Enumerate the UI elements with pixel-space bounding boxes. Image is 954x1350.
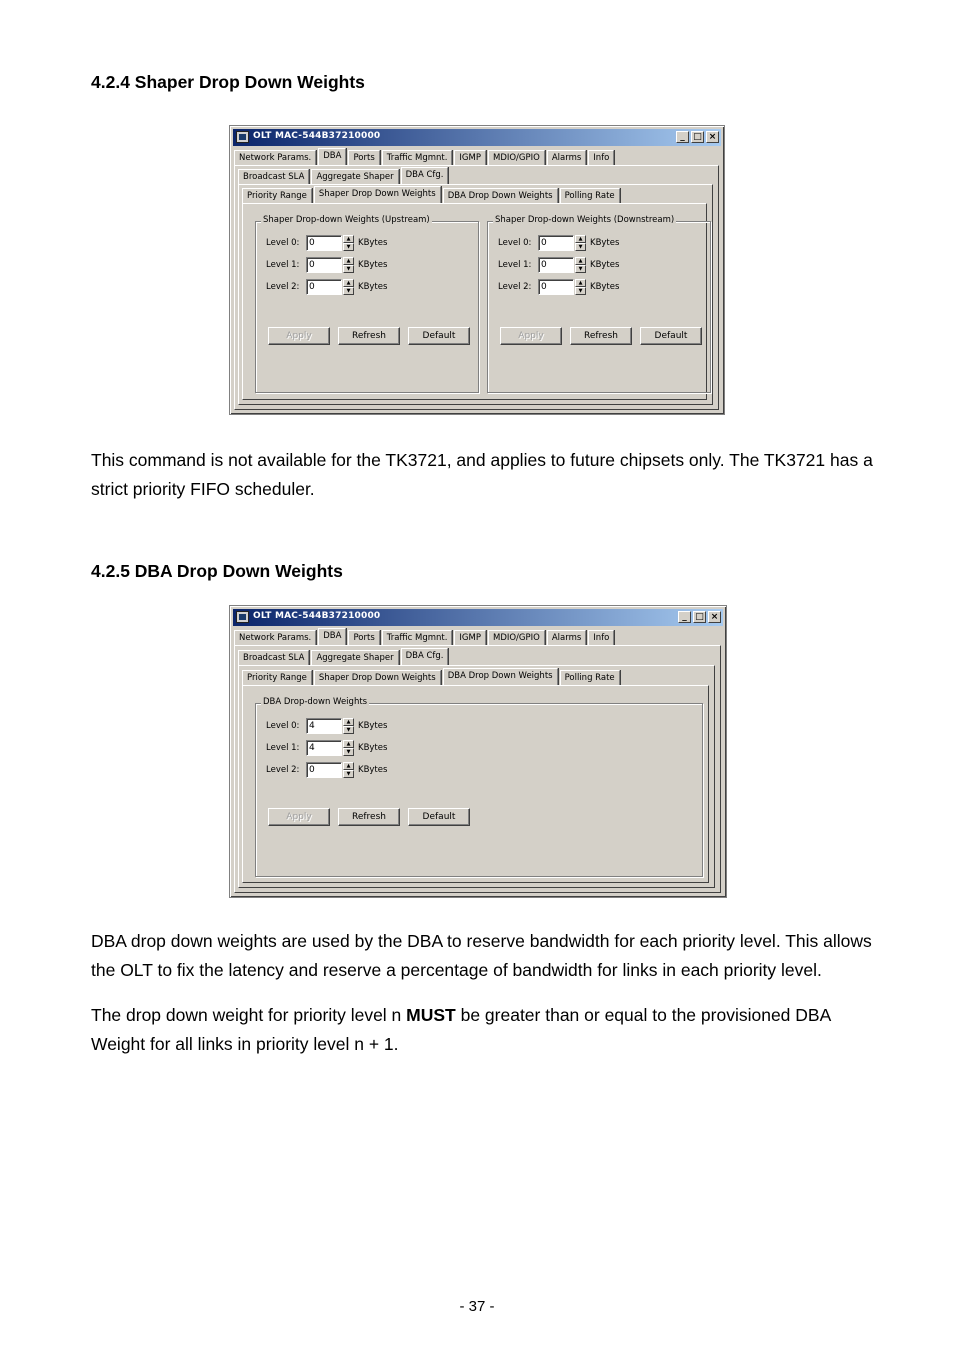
tab-dba-cfg[interactable]: DBA Cfg. <box>401 648 449 665</box>
tab-aggregate-shaper[interactable]: Aggregate Shaper <box>311 650 398 665</box>
downstream-level-2-input[interactable]: 0 <box>538 279 574 295</box>
tab-igmp[interactable]: IGMP <box>454 630 486 645</box>
refresh-button[interactable]: Refresh <box>338 808 400 826</box>
dba-level-2-input[interactable]: 0 <box>306 762 342 778</box>
level-label: Level 2: <box>266 282 300 292</box>
spin-control[interactable] <box>343 235 354 251</box>
spin-down-icon[interactable]: ▼ <box>343 748 354 756</box>
unit-label: KBytes <box>358 721 388 731</box>
dba-cfg-panel <box>238 184 713 405</box>
spin-control[interactable] <box>343 279 354 295</box>
section-heading-dba: 4.2.5 DBA Drop Down Weights <box>91 561 343 581</box>
tab-dba-drop-down-weights[interactable]: DBA Drop Down Weights <box>443 188 558 203</box>
tab-network-params[interactable]: Network Params. <box>234 150 316 165</box>
tab-traffic-mgmnt[interactable]: Traffic Mgmnt. <box>382 630 453 645</box>
shaper-paragraph: This command is not available for the TK3721, and applies to future chipsets only. The TK3721 has a strict priority FIFO scheduler. <box>91 450 873 499</box>
level-label: Level 2: <box>266 765 300 775</box>
downstream-level-0-input[interactable]: 0 <box>538 235 574 251</box>
tab-ports[interactable]: Ports <box>348 150 379 165</box>
minimize-icon[interactable]: _ <box>678 611 691 623</box>
upstream-group-label: Shaper Drop-down Weights (Upstream) <box>263 215 430 225</box>
shaper-weights-panel <box>242 203 707 400</box>
tab-priority-range[interactable]: Priority Range <box>242 670 312 685</box>
level-label: Level 0: <box>266 238 300 248</box>
default-button[interactable]: Default <box>408 327 470 345</box>
tab-mdio-gpio[interactable]: MDIO/GPIO <box>488 150 545 165</box>
tab-igmp[interactable]: IGMP <box>454 150 486 165</box>
spin-control[interactable] <box>575 257 586 273</box>
apply-button[interactable]: Apply <box>500 327 562 345</box>
must-keyword: MUST <box>406 1005 456 1025</box>
tab-shaper-drop-down-weights[interactable]: Shaper Drop Down Weights <box>314 186 441 203</box>
spin-down-icon[interactable]: ▼ <box>343 770 354 778</box>
tab-broadcast-sla[interactable]: Broadcast SLA <box>238 169 309 184</box>
tab-broadcast-sla[interactable]: Broadcast SLA <box>238 650 309 665</box>
tab-alarms[interactable]: Alarms <box>547 150 586 165</box>
spin-control[interactable] <box>343 740 354 756</box>
main-tab-row <box>234 149 616 165</box>
dba-weights-group <box>255 697 703 877</box>
spin-up-icon[interactable]: ▲ <box>575 279 586 287</box>
spin-up-icon[interactable]: ▲ <box>343 257 354 265</box>
refresh-button[interactable]: Refresh <box>338 327 400 345</box>
dba-weights-group-label: DBA Drop-down Weights <box>263 697 368 707</box>
title-bar <box>233 129 721 146</box>
level-label: Level 0: <box>498 238 532 248</box>
level-label: Level 2: <box>498 282 532 292</box>
unit-label: KBytes <box>358 282 388 292</box>
spin-up-icon[interactable]: ▲ <box>575 235 586 243</box>
dba-cfg-panel <box>238 665 715 888</box>
downstream-level-1-input[interactable]: 0 <box>538 257 574 273</box>
dba-paragraph-1: DBA drop down weights are used by the DBA to reserve bandwidth for each priority level. This allows the OLT to fix the latency and reserve a percentage of bandwidth for links in each priority level. <box>91 931 872 980</box>
tab-dba[interactable]: DBA <box>318 148 346 165</box>
upstream-level-0-input[interactable]: 0 <box>306 235 342 251</box>
tab-dba-cfg[interactable]: DBA Cfg. <box>401 167 449 184</box>
sub-tab-row <box>238 168 450 184</box>
app-icon <box>236 611 249 623</box>
tab-polling-rate[interactable]: Polling Rate <box>560 670 620 685</box>
close-icon[interactable]: × <box>708 611 721 623</box>
app-icon <box>236 131 249 143</box>
unit-label: KBytes <box>358 743 388 753</box>
level-label: Level 1: <box>498 260 532 270</box>
spin-down-icon[interactable]: ▼ <box>343 287 354 295</box>
tab-priority-range[interactable]: Priority Range <box>242 188 312 203</box>
tab-info[interactable]: Info <box>588 150 614 165</box>
downstream-group-label: Shaper Drop-down Weights (Downstream) <box>495 215 675 225</box>
spin-down-icon[interactable]: ▼ <box>343 265 354 273</box>
refresh-button[interactable]: Refresh <box>570 327 632 345</box>
tab-aggregate-shaper[interactable]: Aggregate Shaper <box>311 169 398 184</box>
spin-down-icon[interactable]: ▼ <box>575 265 586 273</box>
dba-description <box>91 927 881 1059</box>
unit-label: KBytes <box>590 238 620 248</box>
tab-dba-drop-down-weights[interactable]: DBA Drop Down Weights <box>443 668 558 685</box>
tab-dba[interactable]: DBA <box>318 628 346 645</box>
spin-down-icon[interactable]: ▼ <box>343 726 354 734</box>
tab-mdio-gpio[interactable]: MDIO/GPIO <box>488 630 545 645</box>
tab-ports[interactable]: Ports <box>348 630 379 645</box>
dba-paragraph-2 <box>91 1001 881 1059</box>
paragraph-2-text-start: The drop down weight for priority level n <box>91 1005 407 1025</box>
spin-up-icon[interactable]: ▲ <box>575 257 586 265</box>
sub-tab-row <box>238 649 450 665</box>
spin-up-icon[interactable]: ▲ <box>343 740 354 748</box>
section-heading-shaper: 4.2.4 Shaper Drop Down Weights <box>91 72 365 92</box>
spin-up-icon[interactable]: ▲ <box>343 762 354 770</box>
title-bar <box>233 609 723 626</box>
close-icon[interactable]: × <box>706 131 719 143</box>
window-title: OLT MAC-544B37210000 <box>253 131 381 141</box>
spin-control[interactable] <box>343 257 354 273</box>
main-tab-row <box>234 629 616 645</box>
maximize-icon[interactable]: □ <box>693 611 706 623</box>
sub-sub-tab-row <box>242 187 622 203</box>
spin-down-icon[interactable]: ▼ <box>575 243 586 251</box>
tab-network-params[interactable]: Network Params. <box>234 630 316 645</box>
level-label: Level 0: <box>266 721 300 731</box>
unit-label: KBytes <box>358 765 388 775</box>
unit-label: KBytes <box>358 238 388 248</box>
spin-up-icon[interactable]: ▲ <box>343 279 354 287</box>
apply-button[interactable]: Apply <box>268 327 330 345</box>
spin-control[interactable] <box>575 279 586 295</box>
spin-control[interactable] <box>343 718 354 734</box>
maximize-icon[interactable]: □ <box>691 131 704 143</box>
unit-label: KBytes <box>358 260 388 270</box>
dba-level-0-input[interactable]: 4 <box>306 718 342 734</box>
level-label: Level 1: <box>266 260 300 270</box>
upstream-level-2-input[interactable]: 0 <box>306 279 342 295</box>
olt-window-shaper <box>229 125 725 415</box>
spin-control[interactable] <box>575 235 586 251</box>
upstream-group <box>255 215 479 393</box>
spin-up-icon[interactable]: ▲ <box>343 718 354 726</box>
unit-label: KBytes <box>590 260 620 270</box>
window-title: OLT MAC-544B37210000 <box>253 611 381 621</box>
spin-up-icon[interactable]: ▲ <box>343 235 354 243</box>
upstream-level-1-input[interactable]: 0 <box>306 257 342 273</box>
apply-button[interactable]: Apply <box>268 808 330 826</box>
spin-down-icon[interactable]: ▼ <box>343 243 354 251</box>
olt-window-dba <box>229 605 727 898</box>
paragraph-2-text-end: be greater than or equal to the provisioned DBA Weight for all links in priority level n + 1. <box>91 1005 831 1054</box>
tab-shaper-drop-down-weights[interactable]: Shaper Drop Down Weights <box>314 670 441 685</box>
downstream-group <box>487 215 711 393</box>
shaper-description <box>91 446 881 504</box>
tab-alarms[interactable]: Alarms <box>547 630 586 645</box>
default-button[interactable]: Default <box>640 327 702 345</box>
spin-control[interactable] <box>343 762 354 778</box>
tab-info[interactable]: Info <box>588 630 614 645</box>
default-button[interactable]: Default <box>408 808 470 826</box>
dba-weights-panel <box>242 685 709 883</box>
level-label: Level 1: <box>266 743 300 753</box>
spin-down-icon[interactable]: ▼ <box>575 287 586 295</box>
tab-traffic-mgmnt[interactable]: Traffic Mgmnt. <box>382 150 453 165</box>
dba-tab-panel <box>234 165 719 410</box>
page-number: - 37 - <box>459 1298 495 1315</box>
dba-level-1-input[interactable]: 4 <box>306 740 342 756</box>
dba-tab-panel <box>234 645 721 893</box>
tab-polling-rate[interactable]: Polling Rate <box>560 188 620 203</box>
sub-sub-tab-row <box>242 669 622 685</box>
unit-label: KBytes <box>590 282 620 292</box>
minimize-icon[interactable]: _ <box>676 131 689 143</box>
